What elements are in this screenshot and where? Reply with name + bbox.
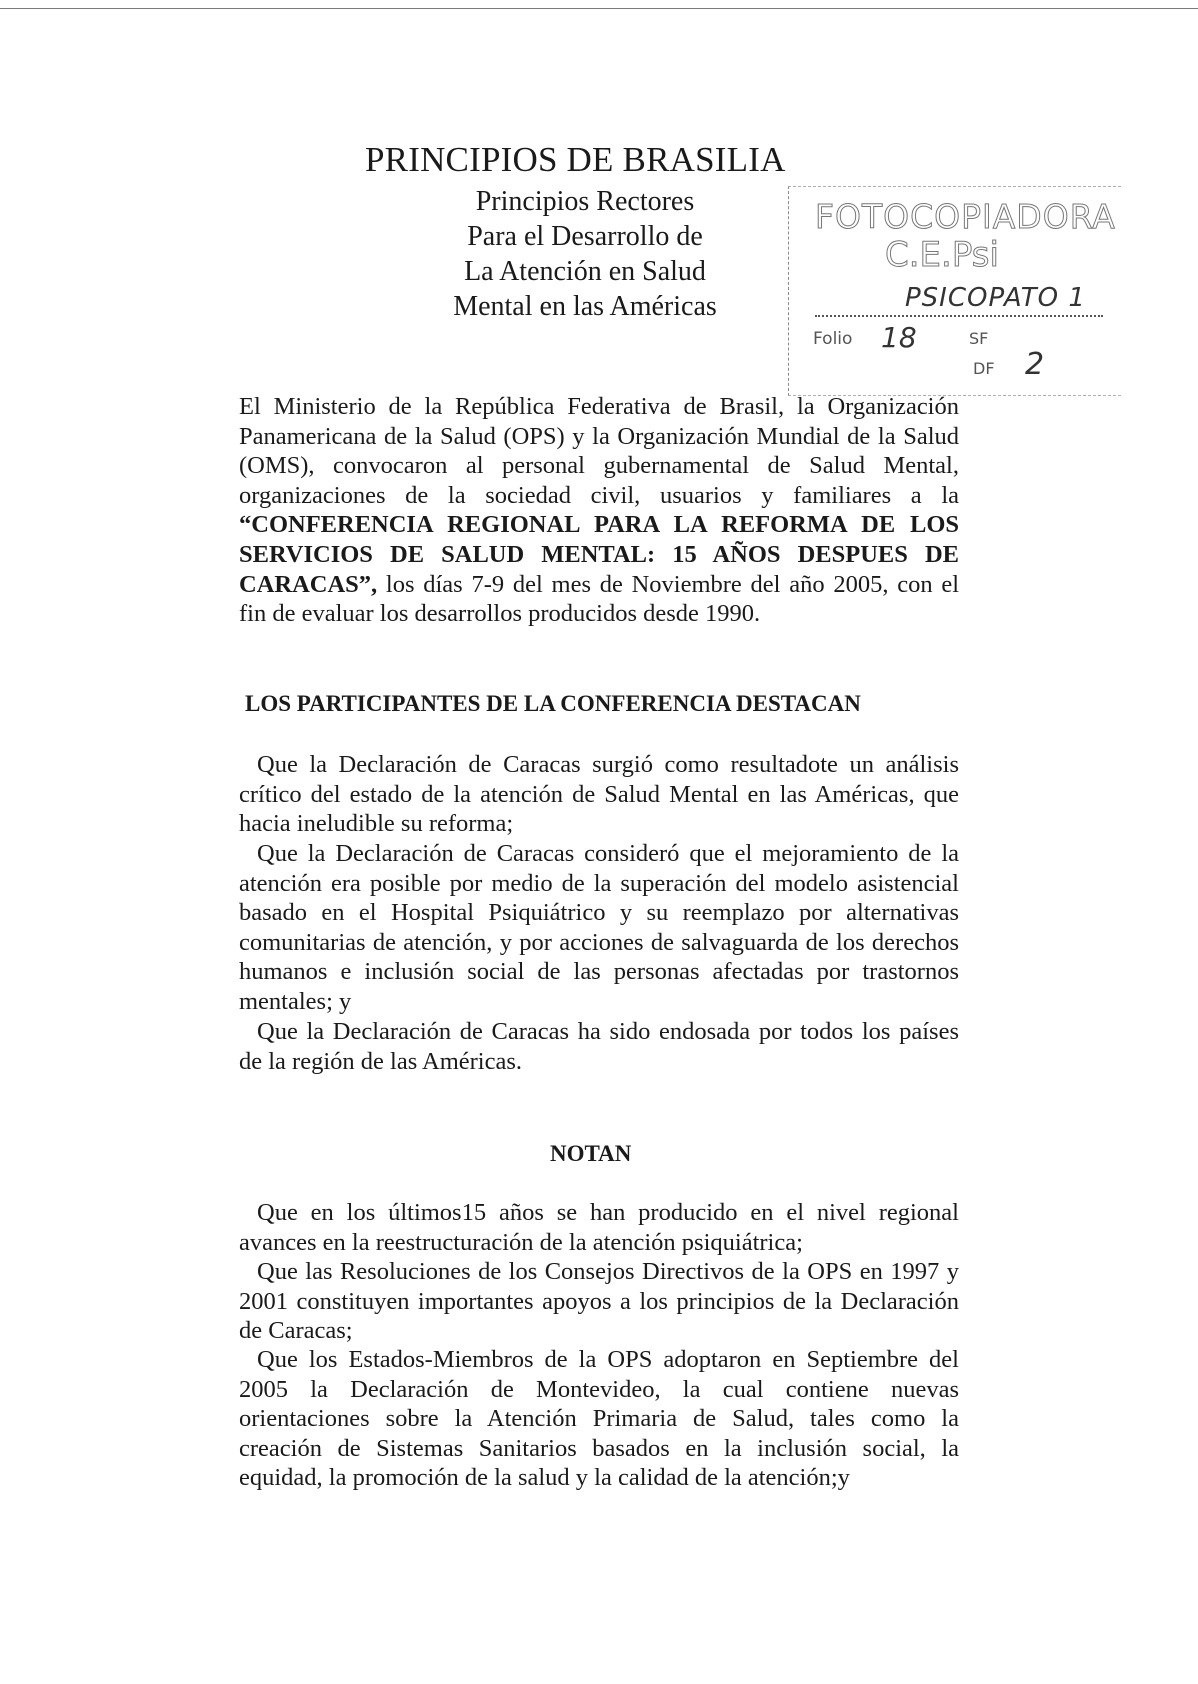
stamp-folio-number: 18 bbox=[881, 321, 917, 354]
paragraph-notan-3: Que los Estados-Miembros de la OPS adoptaron en Septiembre del 2005 la Declaración de Montevideo, la cual contiene nuevas orientaciones sobre la Atención Primaria de Salud, tales como la creación de Sistemas Sanitarios basados en la inclusión social, la equidad, la promoción de la salud y la calidad de la atención;y bbox=[239, 1346, 959, 1492]
top-rule bbox=[0, 8, 1198, 9]
conference-name: “CONFERENCIA REGIONAL PARA LA REFORMA DE LOS SERVICIOS DE SALUD MENTAL: 15 AÑOS DESPUES DE CARACAS”, bbox=[239, 511, 959, 598]
subtitle-line: Para el Desarrollo de bbox=[467, 221, 703, 252]
subtitle-line: La Atención en Salud bbox=[464, 256, 706, 287]
stamp-df-label: DF bbox=[973, 359, 995, 378]
paragraph-destacan-2: Que la Declaración de Caracas consideró que el mejoramiento de la atención era posible por medio de la superación del modelo asistencial basado en el Hospital Psiquiátrico y su reemplazo por alternativas comunitarias de atención, y por acciones de salvaguarda de los derechos humanos e inclusión social de las personas afectadas por trastornos mentales; y bbox=[239, 840, 959, 1015]
intro-text-end: los días 7-9 del mes de Noviembre del año 2005, con el fin de evaluar los desarrollos producidos desde 1990. bbox=[239, 570, 959, 628]
section-heading-notan: NOTAN bbox=[550, 1141, 632, 1166]
section-heading-destacan: LOS PARTICIPANTES DE LA CONFERENCIA DESTACAN bbox=[245, 691, 861, 716]
intro-paragraph bbox=[239, 392, 959, 629]
photocopy-stamp bbox=[788, 186, 1121, 396]
stamp-df-number: 2 bbox=[1025, 347, 1045, 382]
paragraph-notan-2: Que las Resoluciones de los Consejos Directivos de la OPS en 1997 y 2001 constituyen importantes apoyos a los principios de la Declaración de Caracas; bbox=[239, 1258, 959, 1345]
subtitle-line: Principios Rectores bbox=[475, 186, 695, 217]
intro-text: El Ministerio de la República Federativa de Brasil, la Organización Panamericana de la Salud (OPS) y la Organización Mundial de la Salud (OMS), convocaron al personal gubernamental de Salud Mental, organizaciones de la sociedad civil, usuarios y familiares a la bbox=[239, 393, 959, 509]
stamp-line1: FOTOCOPIADORA bbox=[815, 197, 1116, 236]
stamp-dotted-line bbox=[815, 315, 1103, 317]
subtitle-line: Mental en las Américas bbox=[453, 291, 717, 322]
stamp-folio-label: Folio bbox=[813, 329, 853, 349]
stamp-sf-label: SF bbox=[969, 329, 989, 348]
paragraph-destacan-3: Que la Declaración de Caracas ha sido endosada por todos los países de la región de las Américas. bbox=[239, 1018, 959, 1075]
stamp-handwritten: PSICOPATO 1 bbox=[905, 283, 1086, 313]
paragraph-destacan-1: Que la Declaración de Caracas surgió como resultadote un análisis crítico del estado de la atención de Salud Mental en las Américas, que hacia ineludible su reforma; bbox=[239, 751, 959, 838]
paragraph-notan-1: Que en los últimos15 años se han producido en el nivel regional avances en la reestructuración de la atención psiquiátrica; bbox=[239, 1199, 959, 1256]
stamp-line2: C.E.Psi bbox=[885, 235, 999, 275]
document-title: PRINCIPIOS DE BRASILIA bbox=[365, 140, 786, 179]
document-subtitle bbox=[420, 184, 750, 324]
